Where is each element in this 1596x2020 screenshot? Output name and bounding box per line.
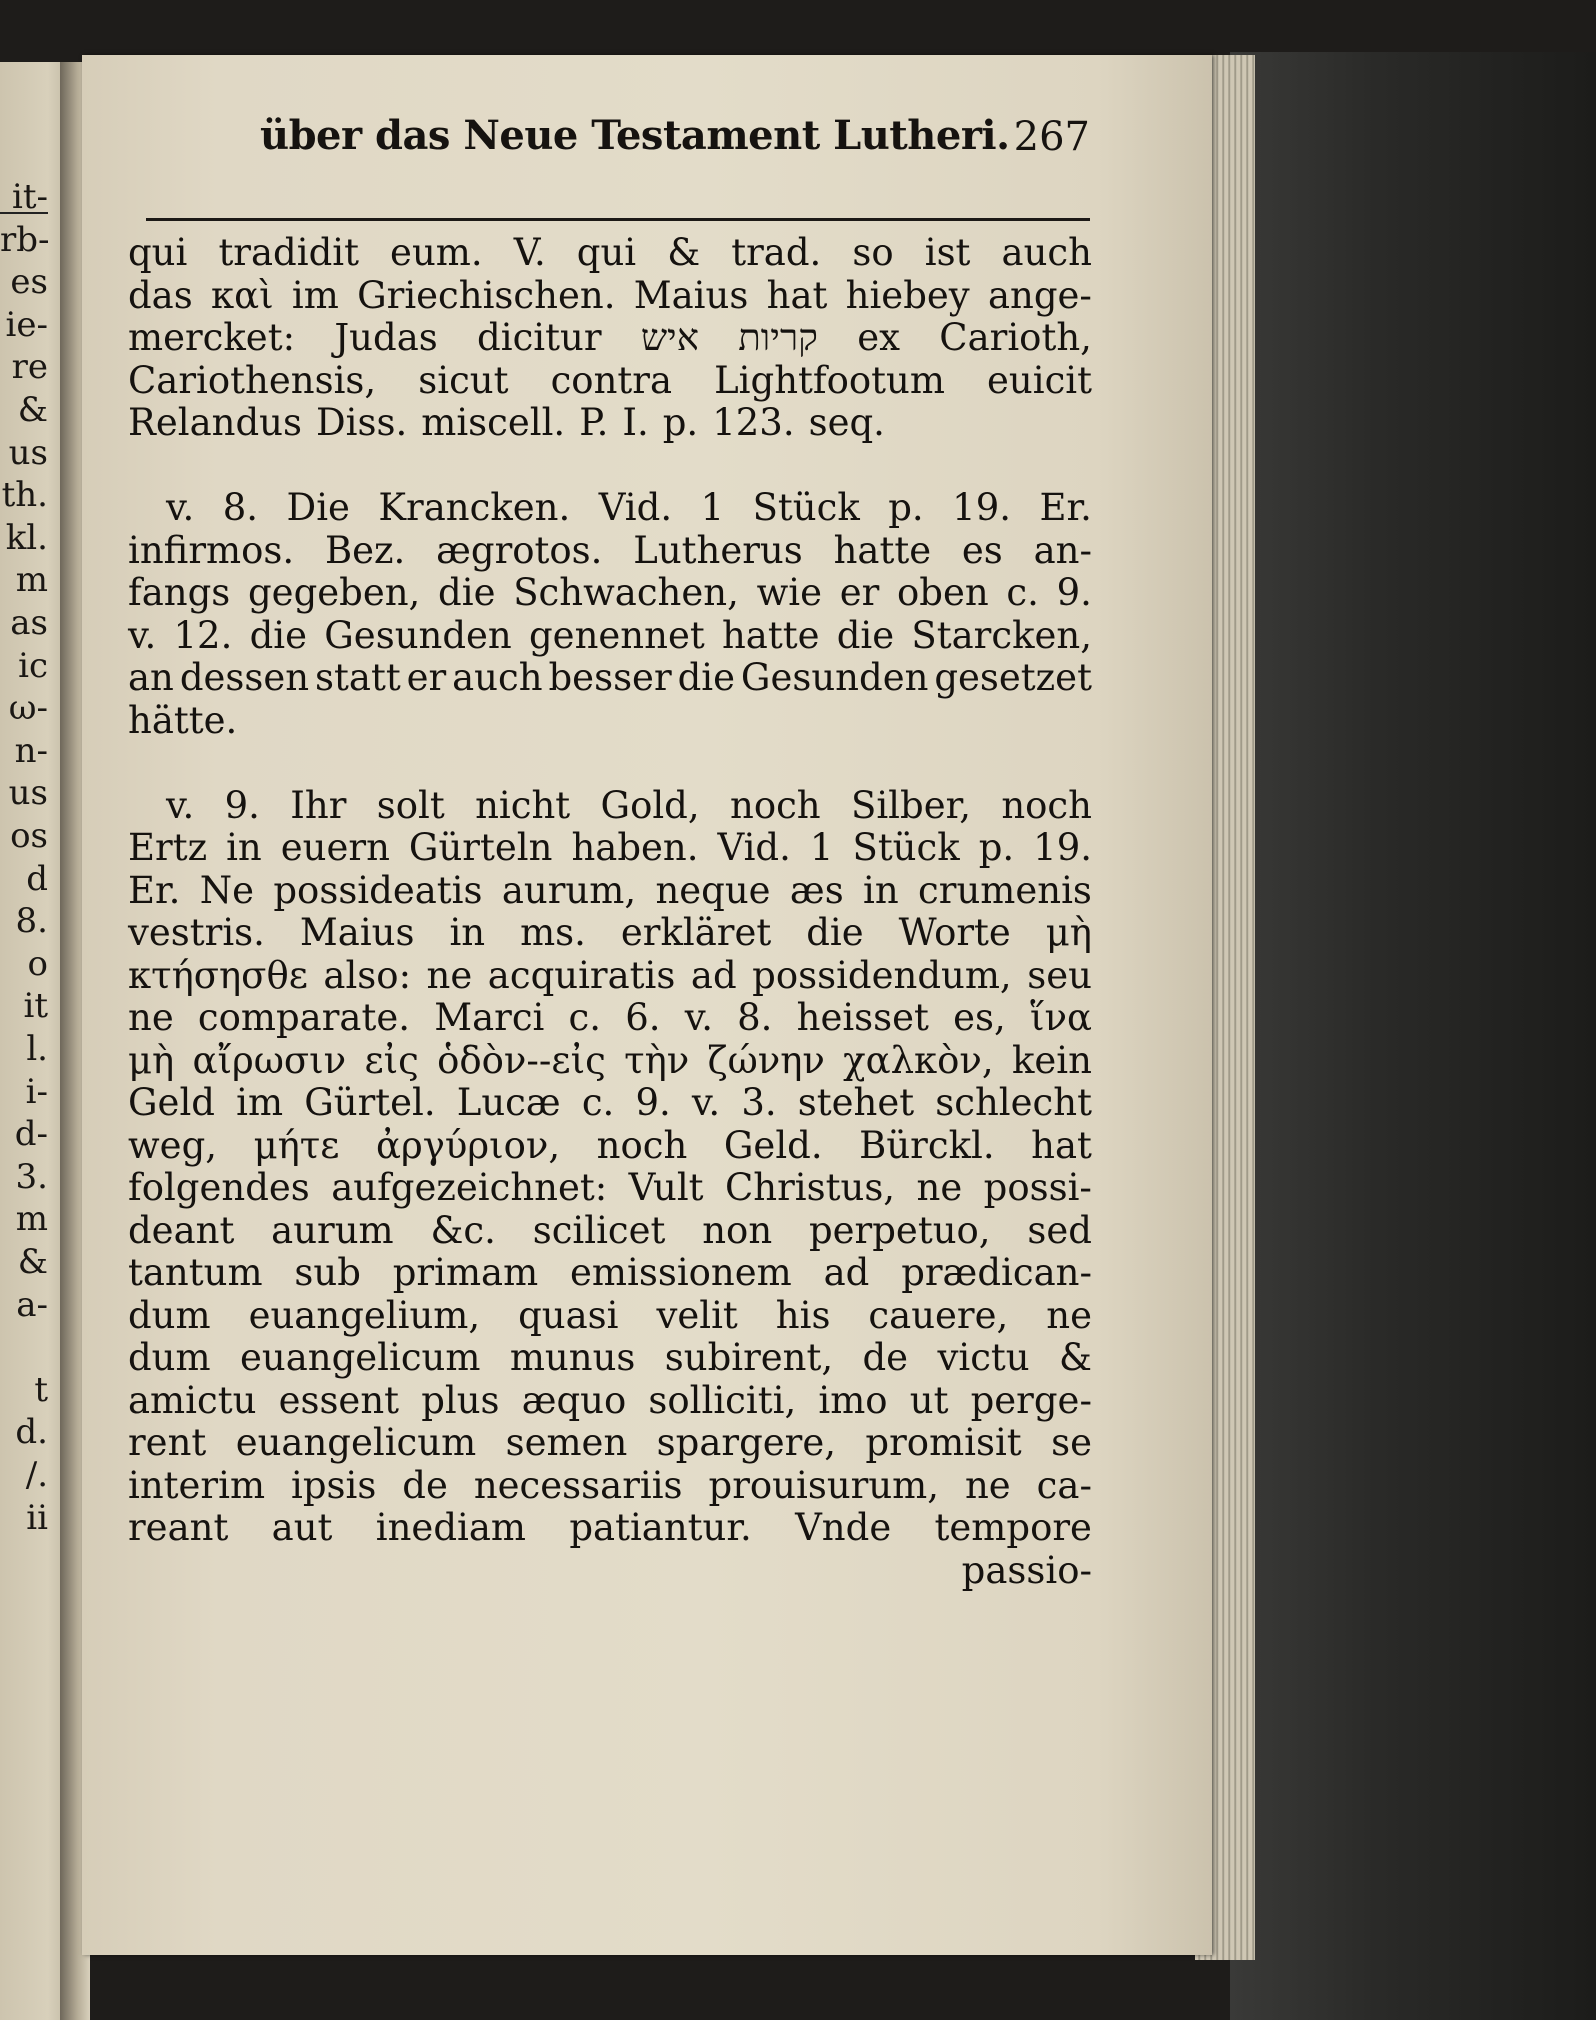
left-page-fragment: a- (16, 1284, 48, 1325)
left-page-fragment: us (8, 773, 48, 814)
text-line: das καὶ im Griechischen. Maius hat hiebey ange- (128, 273, 1092, 317)
left-page-fragment: i- (25, 1071, 48, 1112)
text-line: dum euangelicum munus subirent, de victu & (128, 1336, 1092, 1379)
text-line: v. 12. die Gesunden genennet hatte die Starcken, (128, 613, 1092, 657)
text-line: μὴ αἴρωσιν εἰς ὁδὸν--εἰς τὴν ζώνην χαλκὸν, kein (128, 1038, 1092, 1082)
left-page-fragment: ic (18, 645, 48, 686)
text-line: passio- (961, 1548, 1092, 1592)
text-line: deant aurum &c. scilicet non perpetuo, sed (128, 1208, 1092, 1252)
left-page-fragment: & (17, 390, 48, 430)
text-line: folgendes aufgezeichnet: Vult Christus, ne possi- (128, 1166, 1092, 1209)
left-page-fragment: d (26, 858, 48, 899)
left-page-fragment: rb- (0, 219, 50, 260)
left-page-fragment: it- (11, 177, 48, 217)
text-line: ne comparate. Marci c. 6. v. 8. heisset es, ἵνα (128, 996, 1092, 1039)
paragraph-gap (128, 742, 1092, 785)
text-line: Er. Ne possideatis aurum, neque æs in crumenis (128, 868, 1092, 912)
text-line: tantum sub primam emissionem ad prædican- (128, 1251, 1092, 1294)
text-line: hätte. (128, 698, 238, 742)
text-line: amictu essent plus æquo solliciti, imo ut perge- (128, 1378, 1092, 1422)
text-line: Geld im Gürtel. Lucæ c. 9. v. 3. stehet schlecht (128, 1081, 1092, 1124)
left-page-fragment: kl. (5, 517, 48, 558)
left-page-fragment: os (10, 816, 48, 856)
text-line: Cariothensis, sicut contra Lightfootum euicit (128, 358, 1092, 402)
text-line: fangs gegeben, die Schwachen, wie er oben c. 9. (128, 571, 1092, 614)
text-line: vestris. Maius in ms. erkläret die Worte μὴ (128, 911, 1092, 954)
text-line: Relandus Diss. miscell. P. I. p. 123. seq. (128, 401, 885, 444)
left-page-fragment: es (10, 262, 48, 303)
text-line: an dessen statt er auch besser die Gesunden gesetzet (128, 656, 1092, 699)
left-page-fragment: 3. (15, 1156, 48, 1197)
header-rule (146, 218, 1090, 221)
page-header (150, 100, 1090, 170)
left-page-fragment: as (10, 603, 48, 643)
left-page-fragment: d- (14, 1114, 48, 1155)
text-line: interim ipsis de necessariis prouisurum, ne ca- (128, 1463, 1092, 1507)
left-page-fragment: us (8, 432, 48, 473)
left-page-fragment: th. (1, 475, 48, 516)
left-page-fragment: m (15, 1199, 48, 1240)
left-page-fragment: /. (25, 1455, 48, 1495)
book-cover (1230, 52, 1596, 2020)
left-page-fragment: o (27, 943, 48, 984)
left-page-fragment: n- (14, 730, 48, 771)
left-page-fragment: ii (26, 1497, 48, 1538)
left-page-fragment: ω- (8, 688, 48, 729)
left-page-fragment: l. (26, 1029, 48, 1069)
text-line: v. 8. Die Krancken. Vid. 1 Stück p. 19. Er. (166, 486, 1092, 529)
left-page-fragment: t (34, 1369, 48, 1410)
left-page-fragment: ie- (5, 304, 48, 345)
left-page-fragment: 8. (15, 901, 48, 942)
paragraph-gap (128, 445, 1092, 488)
left-page-fragment: & (17, 1242, 48, 1282)
text-line: dum euangelium, quasi velit his cauere, ne (128, 1293, 1092, 1337)
text-line: Ertz in euern Gürteln haben. Vid. 1 Stück p. 19. (128, 826, 1092, 869)
text-line: reant aut inediam patiantur. Vnde tempore (128, 1506, 1092, 1549)
left-page-fragment: re (11, 347, 48, 388)
body-text (128, 232, 1092, 1592)
text-line: v. 9. Ihr solt nicht Gold, noch Silber, noch (166, 783, 1092, 827)
running-head: über das Neue Testament Lutheri. (260, 112, 1010, 159)
text-line: weg, μήτε ἀργύριον, noch Geld. Bürckl. hat (128, 1123, 1092, 1167)
text-line: mercket: Judas dicitur איש קריות ex Carioth, (128, 316, 1092, 359)
left-page-fragment: d. (15, 1412, 48, 1453)
left-page-fragment: m (15, 560, 48, 601)
text-line: κτήσησθε also: ne acquiratis ad possidendum, seu (128, 953, 1092, 997)
page-number: 267 (1013, 114, 1090, 160)
text-line: rent euangelicum semen spargere, promisit se (128, 1421, 1092, 1464)
text-line: infirmos. Bez. ægrotos. Lutherus hatte es an- (128, 528, 1092, 572)
text-line: qui tradidit eum. V. qui & trad. so ist auch (128, 231, 1092, 274)
left-page-fragment: it (23, 986, 48, 1027)
